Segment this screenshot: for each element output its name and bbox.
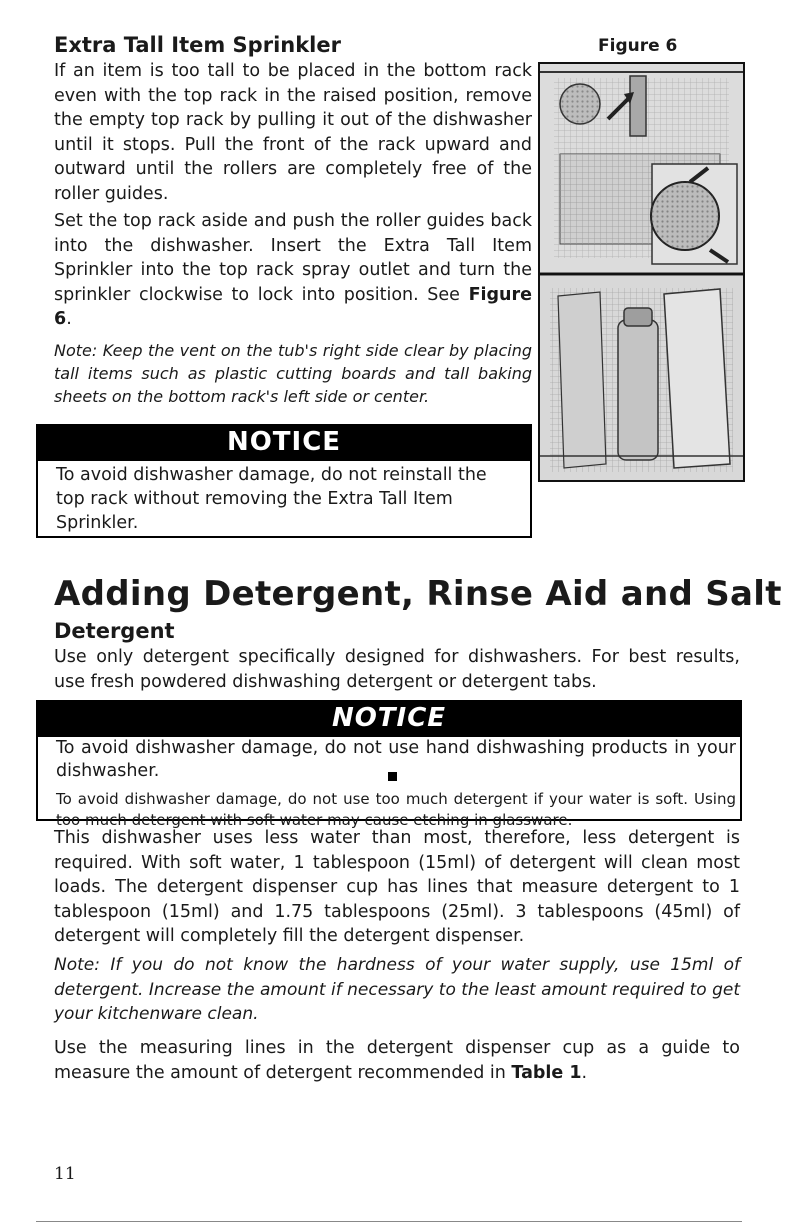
separator-square (388, 772, 397, 781)
figure-6-reference: Figure 6 (54, 284, 532, 329)
dishwasher-rack-image (540, 64, 743, 480)
notice-1-text: To avoid dishwasher damage, do not reinstall the top rack without removing the Extra Tall Item Sprinkler. (56, 465, 487, 533)
footer-rule (36, 1221, 742, 1222)
detergent-paragraph-1: Use only detergent specifically designed for dishwashers. For best results, use fresh powdered dishwashing detergent or detergent tabs. (54, 647, 740, 692)
page-number: 11 (54, 1164, 76, 1184)
section-heading: Adding Detergent, Rinse Aid and Salt (54, 574, 782, 614)
figure-6-label: Figure 6 (598, 36, 678, 56)
notice-2-line-2: To avoid dishwasher damage, do not use too much detergent if your water is soft. Using too much detergent with soft water may cause etching in glassware. (56, 790, 736, 829)
sprinkler-paragraph-1: If an item is too tall to be placed in the bottom rack even with the top rack in the raised position, remove the empty top rack by pulling it out of the dishwasher until it stops. Pull the front of the rack upward and outward until the rollers are completely free of the roller guides. (54, 61, 532, 204)
detergent-note: Note: If you do not know the hardness of your water supply, use 15ml of detergent. Increase the amount if necessary to the least amount required to get your kitchenware clean. (54, 955, 740, 1024)
notice-1-title-bar: NOTICE (36, 424, 532, 461)
table-1-reference: Table 1 (511, 1062, 582, 1083)
detergent-paragraph-3: Use the measuring lines in the detergent dispenser cup as a guide to measure the amount of detergent recommended in Table 1. (54, 1038, 740, 1083)
sprinkler-paragraph-2: Set the top rack aside and push the roller guides back into the dishwasher. Insert the Extra Tall Item Sprinkler into the top rack spray outlet and turn the sprinkler clockwise to lock into position. See Figure 6. (54, 211, 532, 329)
sprinkler-heading: Extra Tall Item Sprinkler (54, 33, 341, 57)
figure-6-illustration (538, 62, 745, 482)
notice-1-box (36, 461, 532, 538)
notice-2-box (36, 737, 742, 829)
detergent-paragraph-2: This dishwasher uses less water than most, therefore, less detergent is required. With soft water, 1 tablespoon (15ml) of detergent will clean most loads. The detergent dispenser cup has lines that measure detergent to 1 tablespoon (15ml) and 1.75 tablespoons (25ml). 3 tablespoons (45ml) of detergent will completely fill the detergent dispenser. (54, 828, 740, 946)
notice-2-title-bar: NOTICE (36, 700, 742, 737)
detergent-heading: Detergent (54, 619, 175, 643)
notice-2-line-1: To avoid dishwasher damage, do not use hand dishwashing products in your dishwasher. (56, 738, 736, 781)
sprinkler-note: Note: Keep the vent on the tub's right side clear by placing tall items such as plastic cutting boards and tall baking sheets on the bottom rack's left side or center. (54, 341, 532, 406)
